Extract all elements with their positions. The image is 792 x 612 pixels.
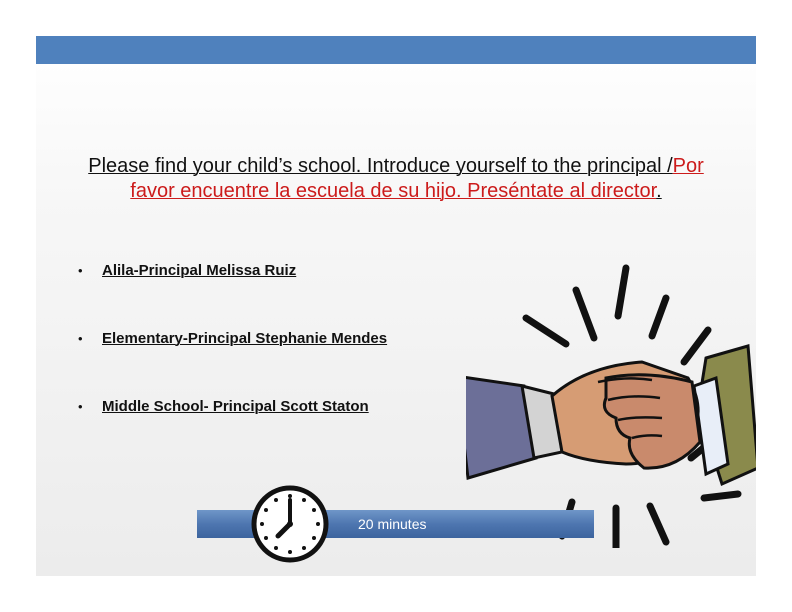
top-accent-bar <box>36 36 756 64</box>
slide <box>36 36 756 576</box>
clock-icon <box>250 484 330 564</box>
list-item <box>78 395 518 463</box>
list-item-text: Elementary-Principal Stephanie Mendes <box>102 330 388 347</box>
title-english: Please find your child’s school. Introduce yourself to the principal / <box>88 155 673 177</box>
list-item-text: Middle School- Principal Scott Staton <box>102 398 369 415</box>
bullet-marker: • <box>78 263 83 278</box>
handshake-illustration <box>466 258 756 548</box>
timer-label: 20 minutes <box>358 516 427 532</box>
list-item-text: Alila-Principal Melissa Ruiz <box>102 262 297 279</box>
list-item <box>78 327 518 395</box>
list-item <box>78 259 518 327</box>
bullet-marker: • <box>78 399 83 414</box>
title-period: . <box>656 180 662 202</box>
bullet-marker: • <box>78 331 83 346</box>
title-spanish: Por favor encuentre la escuela de su hijo. Preséntate al director <box>130 155 704 202</box>
slide-title <box>66 154 726 204</box>
principal-list <box>78 259 518 463</box>
